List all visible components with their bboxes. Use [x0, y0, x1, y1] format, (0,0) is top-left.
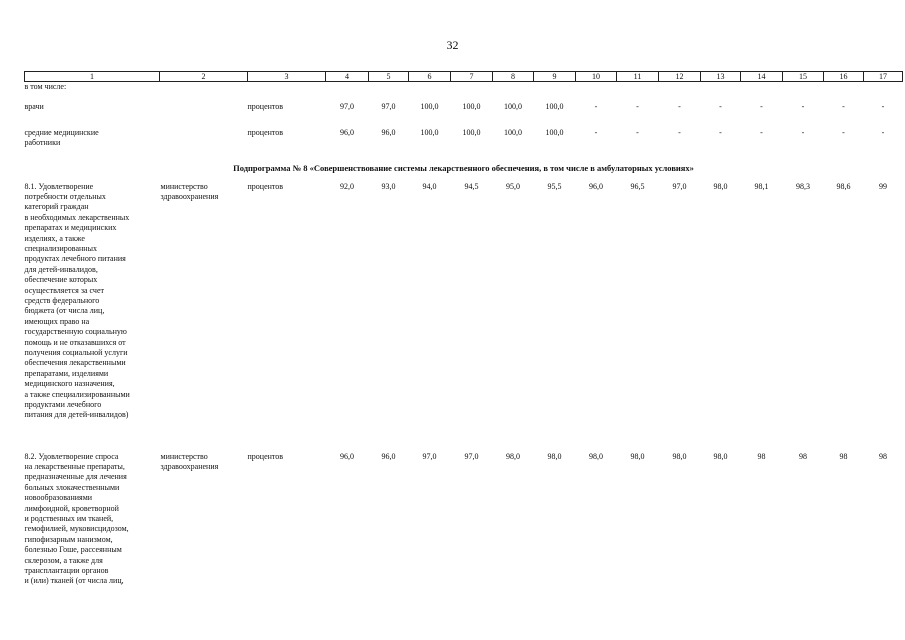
table-cell: процентов — [247, 101, 284, 111]
header-cell: 16 — [824, 72, 864, 82]
table-cell: 98,0 — [630, 451, 645, 461]
table-cell: 100,0 — [545, 101, 564, 111]
table-cell: - — [801, 101, 805, 111]
table-cell: - — [881, 127, 885, 137]
header-cell: 1 — [25, 72, 160, 82]
header-cell: 13 — [701, 72, 741, 82]
header-row — [25, 72, 903, 82]
table-cell: министерство здравоохранения — [160, 451, 219, 471]
table-cell — [576, 82, 617, 102]
header-cell: 7 — [451, 72, 493, 82]
table-cell: 98,6 — [836, 181, 851, 191]
table-cell: 97,0 — [340, 101, 354, 111]
table-cell: 97,0 — [422, 451, 437, 461]
table-row — [25, 102, 903, 128]
table-cell: 98 — [839, 451, 848, 461]
header-cell: 6 — [409, 72, 451, 82]
table-cell: - — [719, 101, 722, 111]
table-cell: - — [678, 127, 681, 137]
table-cell: - — [594, 127, 598, 137]
table-row — [25, 128, 903, 154]
table-cell — [493, 82, 534, 102]
table-cell: в том числе: — [24, 82, 67, 91]
table-cell: - — [881, 101, 885, 111]
table-cell: 100,0 — [420, 101, 439, 111]
header-cell: 5 — [369, 72, 409, 82]
table-cell: 98,0 — [672, 451, 687, 461]
header-cell: 12 — [659, 72, 701, 82]
header-cell: 17 — [864, 72, 903, 82]
table-cell: 100,0 — [504, 101, 522, 111]
table-cell: 98 — [757, 451, 766, 461]
table-cell: 8.2. Удовлетворение спроса на лекарственные препараты, предназначенные для лечения больных злокачественными новообразованиями лимфоидной, кроветворной и родственных им тканей, гемофилией, муковисцидозом, гипофизарным нанизмом, болезнью Гоше, рассеянным склерозом, а также для трансплантации органов и (или) тканей (от числа лиц, — [24, 451, 129, 586]
table-cell: министерство здравоохранения — [160, 181, 219, 201]
table-cell: 94,5 — [464, 181, 479, 191]
table-cell: процентов — [247, 181, 284, 191]
table-cell: 98,0 — [589, 451, 603, 461]
table-cell: 97,0 — [672, 181, 687, 191]
table-cell: 98 — [879, 451, 887, 461]
table-cell: средние медицинские работники — [24, 127, 99, 147]
table-cell: 98 — [799, 451, 807, 461]
page-number: 32 — [446, 38, 459, 52]
table-cell: - — [760, 127, 763, 137]
table-cell: 97,0 — [464, 451, 479, 461]
table-cell: 92,0 — [340, 181, 354, 191]
table-cell — [160, 128, 248, 154]
table-cell — [617, 82, 659, 102]
table-cell — [451, 82, 493, 102]
table-cell: - — [760, 101, 763, 111]
header-cell: 8 — [493, 72, 534, 82]
table-row — [25, 452, 903, 602]
table-cell — [864, 82, 903, 102]
table-cell: - — [842, 101, 845, 111]
table-cell — [409, 82, 451, 102]
table-cell: 100,0 — [462, 127, 481, 137]
table-cell: процентов — [247, 451, 284, 461]
table-cell: - — [636, 127, 639, 137]
table-row — [25, 82, 903, 102]
table-cell: врачи — [24, 101, 44, 111]
table-cell: - — [678, 101, 681, 111]
table-cell: - — [636, 101, 639, 111]
header-cell: 10 — [576, 72, 617, 82]
header-cell: 2 — [160, 72, 248, 82]
table-cell: 96,0 — [381, 451, 396, 461]
table-cell: 95,0 — [506, 181, 520, 191]
table-cell: 95,5 — [547, 181, 562, 191]
table-cell: 98,1 — [754, 181, 769, 191]
table-cell — [160, 102, 248, 128]
table-cell: 98,0 — [506, 451, 520, 461]
table-cell: 96,0 — [589, 181, 603, 191]
table-cell — [659, 82, 701, 102]
table-cell: 100,0 — [462, 101, 481, 111]
table-cell: 96,5 — [630, 181, 645, 191]
table-cell: 98,0 — [547, 451, 562, 461]
table-cell: 100,0 — [504, 127, 522, 137]
table-cell: 98,3 — [796, 181, 810, 191]
table-cell — [160, 82, 248, 102]
indicators-table — [24, 71, 903, 602]
table-cell: 96,0 — [340, 127, 354, 137]
table-cell: - — [594, 101, 598, 111]
table-cell: 100,0 — [545, 127, 564, 137]
table-cell — [369, 82, 409, 102]
table-cell: 93,0 — [381, 181, 396, 191]
subprogram-title: Подпрограмма № 8 «Совершенствование системы лекарственного обеспечения, в том числе в амбулаторных условиях» — [233, 162, 694, 173]
table-cell — [326, 82, 369, 102]
table-cell: 97,0 — [381, 101, 396, 111]
table-cell: 98,0 — [713, 451, 728, 461]
table-cell — [824, 82, 864, 102]
table-cell: 99 — [879, 181, 887, 191]
table-cell: 94,0 — [422, 181, 437, 191]
table-cell — [248, 82, 326, 102]
header-cell: 14 — [741, 72, 783, 82]
table-cell — [701, 82, 741, 102]
table-cell: 96,0 — [381, 127, 396, 137]
table-cell — [741, 82, 783, 102]
table-cell: 98,0 — [713, 181, 728, 191]
header-cell: 3 — [248, 72, 326, 82]
table-cell: - — [842, 127, 845, 137]
table-cell: 8.1. Удовлетворение потребности отдельных категорий граждан в необходимых лекарственных препаратах и медицинских изделиях, а также специализированных продуктах лечебного питания для детей-инвалидов, обеспечение которых осуществляется за счет средств федерального бюджета (от числа лиц, имеющих право на государственную социальную помощь и не отказавшихся от получения социальной услуги обеспечения лекарственными препаратами, изделиями медицинского назначения, а также специализированными продуктами лечебного питания для детей-инвалидов) — [24, 181, 130, 420]
table-cell — [783, 82, 824, 102]
table-cell: - — [801, 127, 805, 137]
header-cell: 4 — [326, 72, 369, 82]
table-cell: - — [719, 127, 722, 137]
subprogram-row — [25, 154, 903, 182]
header-cell: 15 — [783, 72, 824, 82]
header-cell: 9 — [534, 72, 576, 82]
table-cell — [534, 82, 576, 102]
table-cell: 100,0 — [420, 127, 439, 137]
header-cell: 11 — [617, 72, 659, 82]
table-cell: 96,0 — [340, 451, 354, 461]
table-row — [25, 182, 903, 452]
table-cell: процентов — [247, 127, 284, 137]
